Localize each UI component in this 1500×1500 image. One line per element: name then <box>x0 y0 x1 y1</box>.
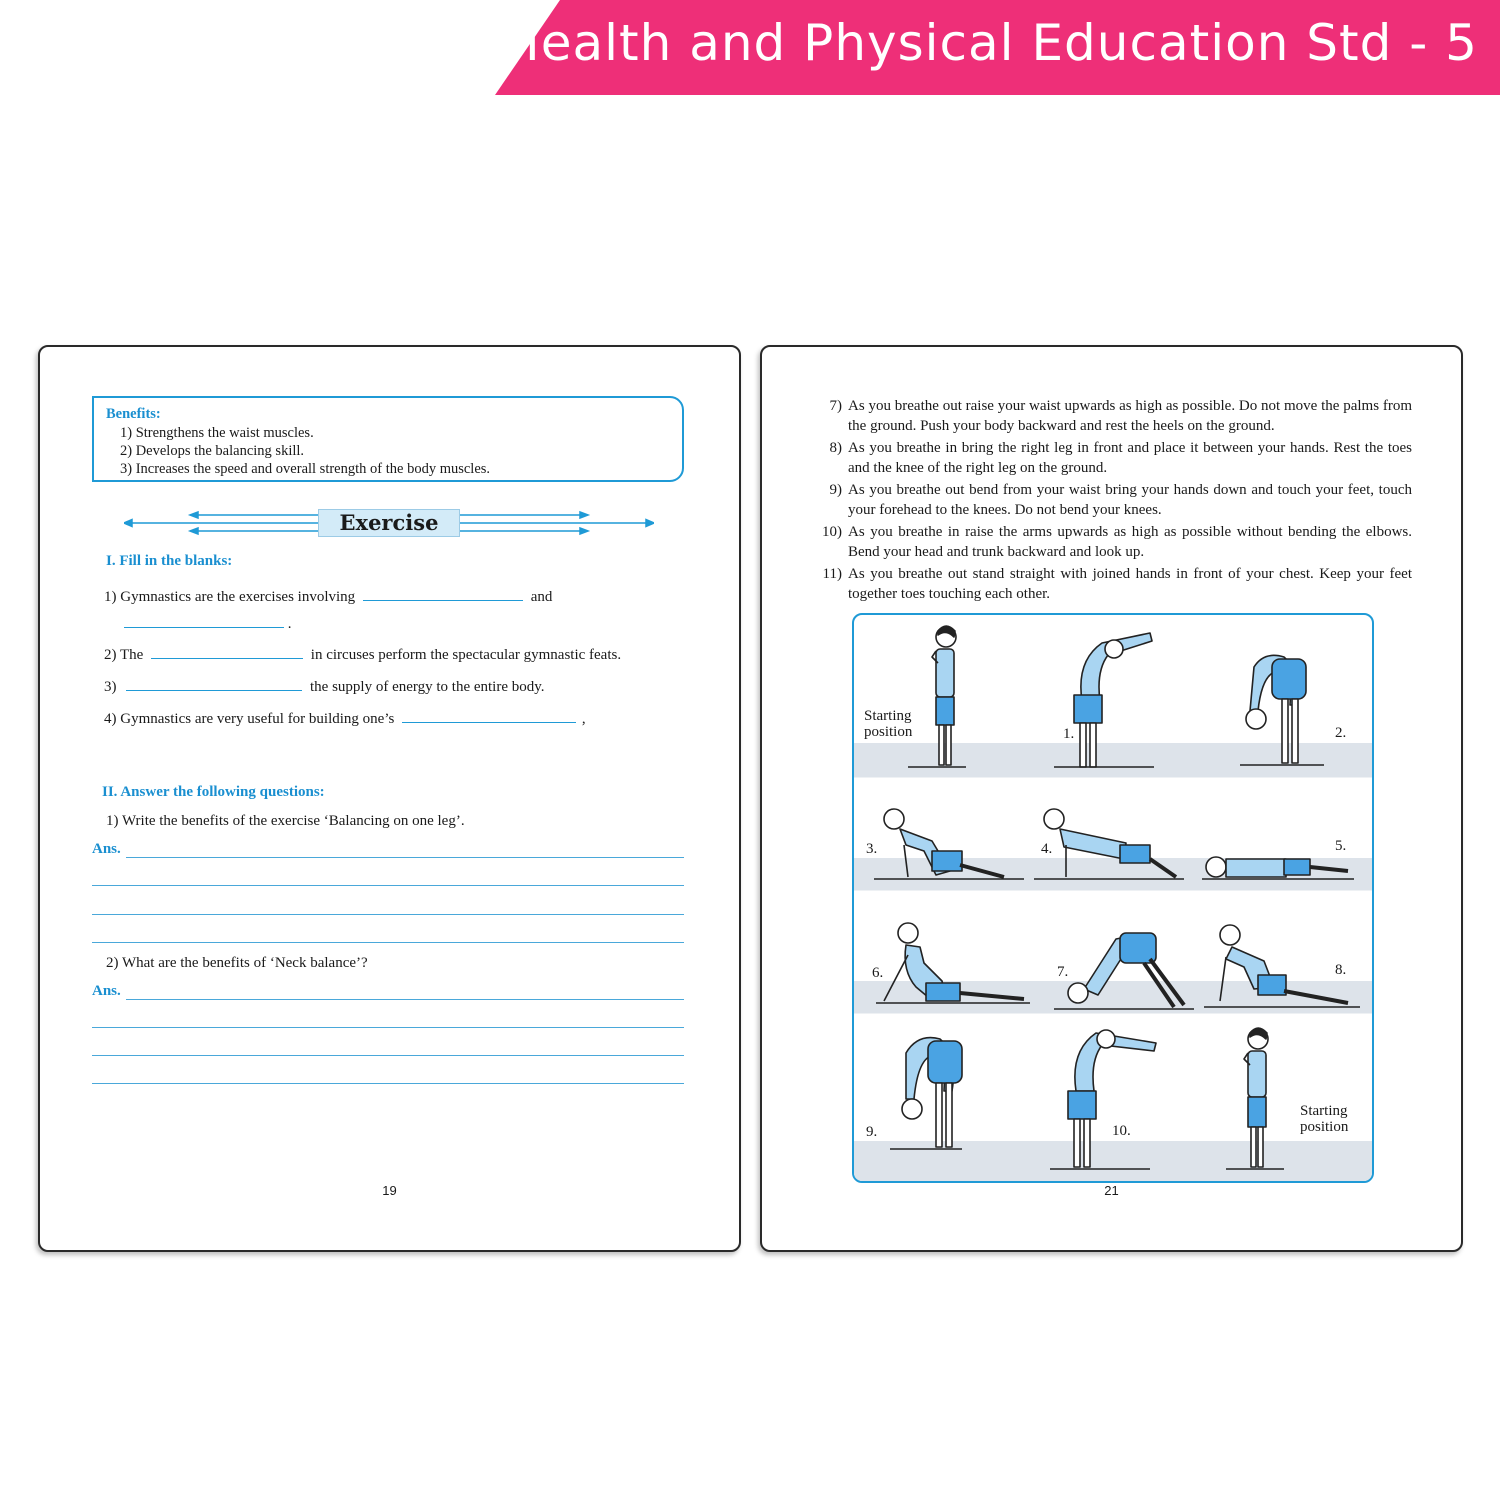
step-text: As you breathe out raise your waist upwards as high as possible. Do not move the palms from the ground. Push your body backward and rest the heels on the ground. <box>848 398 1412 434</box>
step-number: 8) <box>829 440 842 456</box>
answer-line[interactable] <box>92 1069 684 1084</box>
pose-label-9: 9. <box>866 1124 878 1140</box>
poses-illustration <box>854 615 1372 1181</box>
benefits-list <box>106 424 682 478</box>
question-text: 4) Gymnastics are very useful for building one’s <box>104 711 395 727</box>
answer-blank[interactable] <box>124 613 284 628</box>
step-text: As you breathe out bend from your waist bring your hands down and touch your feet, touch your forehead to the knees. Do not bend your knees. <box>848 482 1412 518</box>
question-1 <box>104 586 552 606</box>
answer-line[interactable] <box>126 843 684 858</box>
question-text: and <box>530 589 553 605</box>
question-text: 1) Gymnastics are the exercises involving <box>104 589 356 605</box>
question-number: 2) The <box>104 647 144 663</box>
question-text: , <box>581 711 586 727</box>
answer-blank[interactable] <box>126 676 302 691</box>
question-text: in circuses perform the spectacular gymnastic feats. <box>310 647 622 663</box>
answer-blank[interactable] <box>151 644 303 659</box>
pose-label-10: 10. <box>1112 1123 1131 1139</box>
benefit-item: 3) Increases the speed and overall strength of the body muscles. <box>120 461 491 477</box>
benefit-item: 1) Strengthens the waist muscles. <box>120 425 314 441</box>
step-text: As you breathe in raise the arms upwards as high as possible without bending the elbows. Bend your head and trunk backward and look up. <box>848 524 1412 560</box>
label-line: Starting <box>864 708 912 724</box>
pose-label-8: 8. <box>1335 962 1347 978</box>
exercise-heading <box>124 507 654 539</box>
answer-line[interactable] <box>92 928 684 943</box>
ans-label: Ans. <box>92 841 121 857</box>
step-item <box>818 481 1412 520</box>
benefit-item: 2) Develops the balancing skill. <box>120 443 305 459</box>
step-text: As you breathe in bring the right leg in front and place it between your hands. Rest the toes and the knee of the right leg on the ground. <box>848 440 1412 476</box>
ending-position-label <box>1300 1103 1348 1135</box>
question-number: 3) <box>104 679 117 695</box>
step-item <box>818 523 1412 562</box>
question-4 <box>104 708 586 728</box>
step-number: 11) <box>822 566 842 582</box>
exercise-title: Exercise <box>318 509 460 537</box>
banner-title: Health and Physical Education Std - 5 <box>502 14 1478 72</box>
section-answer-title: II. Answer the following questions: <box>102 784 325 800</box>
answer-line[interactable] <box>92 871 684 886</box>
pose-label-6: 6. <box>872 965 884 981</box>
answer-line[interactable] <box>92 1041 684 1056</box>
answer-line[interactable] <box>92 1013 684 1028</box>
question-3 <box>104 676 545 696</box>
floor-band <box>854 1141 1372 1181</box>
section-fill-blanks-title: I. Fill in the blanks: <box>106 553 233 569</box>
question-1-continued <box>124 613 292 633</box>
label-line: position <box>1300 1119 1349 1135</box>
step-number: 7) <box>829 398 842 414</box>
step-number: 10) <box>822 524 842 540</box>
pose-label-1: 1. <box>1063 726 1075 742</box>
pose-9-figure <box>890 1038 962 1149</box>
page-19 <box>38 345 741 1252</box>
question-ii-1: 1) Write the benefits of the exercise ‘Balancing on one leg’. <box>106 813 465 829</box>
step-item <box>818 565 1412 604</box>
step-text: As you breathe out stand straight with joined hands in front of your chest. Keep your feet together toes touching each other. <box>848 566 1412 602</box>
pose-label-2: 2. <box>1335 725 1347 741</box>
benefits-box <box>92 396 684 482</box>
page-number: 19 <box>382 1183 397 1198</box>
pose-label-4: 4. <box>1041 841 1053 857</box>
question-2 <box>104 644 621 664</box>
benefits-title: Benefits: <box>106 406 161 422</box>
label-line: position <box>864 724 913 740</box>
header-banner <box>0 0 1500 95</box>
page-21 <box>760 345 1463 1252</box>
surya-namaskar-figure <box>852 613 1374 1183</box>
step-item <box>818 439 1412 478</box>
pose-label-7: 7. <box>1057 964 1069 980</box>
step-item <box>818 397 1412 436</box>
pose-label-3: 3. <box>866 841 878 857</box>
step-number: 9) <box>829 482 842 498</box>
starting-position-label <box>864 708 912 740</box>
question-ii-2: 2) What are the benefits of ‘Neck balance’? <box>106 955 368 971</box>
question-text: . <box>287 616 292 632</box>
answer-blank[interactable] <box>363 586 523 601</box>
ans-label: Ans. <box>92 983 121 999</box>
answer-line[interactable] <box>92 900 684 915</box>
question-text: the supply of energy to the entire body. <box>310 679 545 695</box>
pose-label-5: 5. <box>1335 838 1347 854</box>
steps-list <box>818 397 1412 607</box>
answer-line[interactable] <box>126 985 684 1000</box>
label-line: Starting <box>1300 1103 1348 1119</box>
page-number: 21 <box>1104 1183 1119 1198</box>
answer-blank[interactable] <box>402 708 576 723</box>
